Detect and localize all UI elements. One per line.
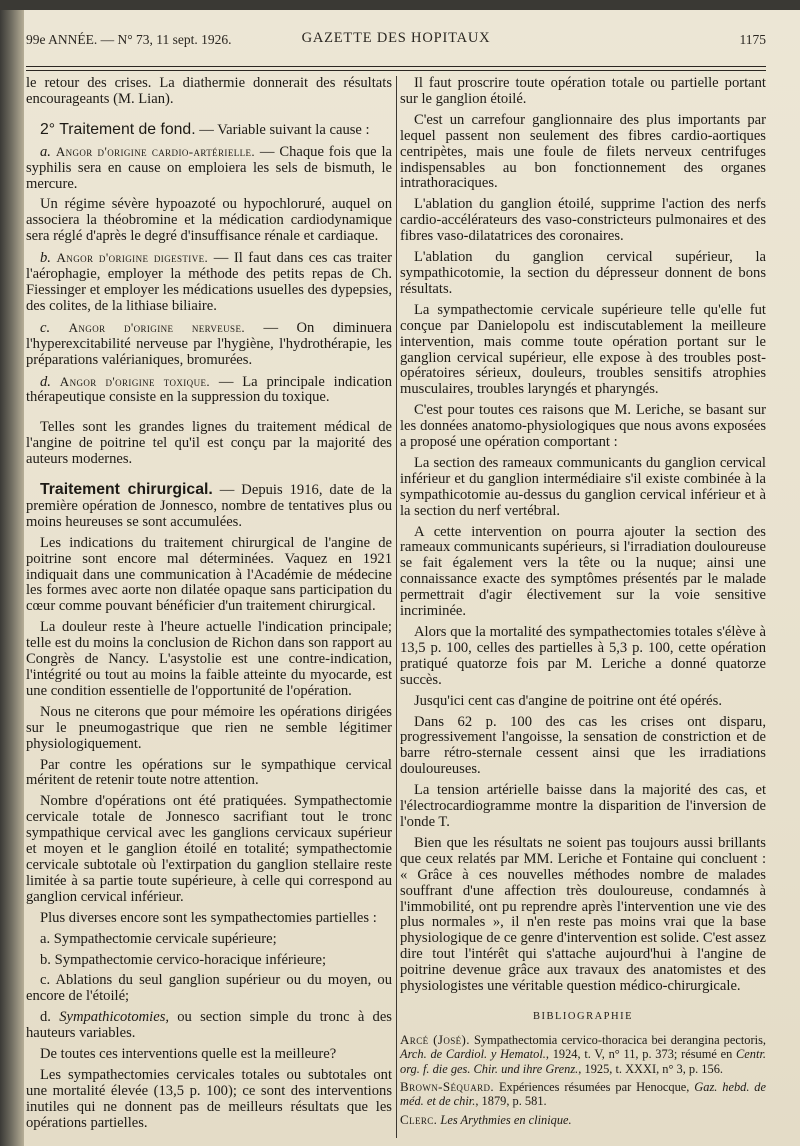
paragraph: Un régime sévère hypoazoté ou hypochloruré, auquel on associera la théobromine et la médication cardiodynamique sera réglé d'après le degré d'insuffisance rénale et cardiaque. (26, 196, 392, 245)
header-issue: 99e ANNÉE. — N° 73, 11 sept. 1926. (26, 32, 232, 47)
paragraph: De toutes ces interventions quelle est la meilleure? (40, 1046, 337, 1063)
paragraph: C'est un carrefour ganglionnaire des plus importants par lequel passent non seulement des fibres cardio-aortiques centripètes, mais une foule de filets nerveux centrifuges indispensables au bon fonctionnement des organes intrathoraciques. (400, 111, 766, 192)
paragraph: Les indications du traitement chirurgical de l'angine de poitrine sont encore mal déterminées. Vaquez en 1921 indiquait dans une communication à l'Académie de médecine les formes avec aorte non dilatée opaque sans participation du cœur comme pouvant bénéficier d'un traitement chirurgical. (26, 534, 392, 615)
paragraph: Nous ne citerons que pour mémoire les opérations dirigées sur le pneumogastrique que rien ne semble légitimer physiologiquement. (26, 703, 392, 752)
list-item: c. Ablations du seul ganglion supérieur ou du moyen, ou encore de l'étoilé; (26, 972, 392, 1005)
list-item: a. Sympathectomie cervicale supérieure; (40, 930, 277, 947)
paragraph: 2° Traitement de fond. — Variable suivant la cause : (40, 120, 370, 138)
book-spine (0, 0, 24, 1146)
bibliography-entry: Arcé (José). Sympathectomia cervico-thoracica bei derangina pectoris, Arch. de Cardiol. y Hematol., 1924, t. V, n° 11, p. 373; résumé en Centr. org. f. die ges. Chir. und ihre Grenz., 1925, t. XXXI, n° 3, p. 156. (400, 1031, 766, 1076)
paragraph: d. Angor d'origine toxique. — La principale indication thérapeutique consiste en la suppression du toxique. (26, 373, 392, 406)
paragraph: Traitement chirurgical. — Depuis 1916, date de la première opération de Jonnesco, nombre de tentatives plus ou moins heureuses se sont accumulées. (26, 481, 392, 530)
journal-title: GAZETTE DES HOPITAUX (301, 30, 491, 46)
paragraph: L'ablation du ganglion cervical supérieur, la sympathicotomie, la section du dépresseur donnent de bons résultats. (400, 249, 766, 297)
paragraph: a. Angor d'origine cardio-artérielle. — Chaque fois que la syphilis sera en cause on emploiera les sels de bismuth, le mercure. (26, 143, 392, 192)
paragraph: L'ablation du ganglion étoilé, supprime l'action des nerfs cardio-accélérateurs des vaso-constricteurs pulmonaires et des fibres vaso-dilatatrices des coronaires. (400, 196, 766, 245)
paragraph: Bien que les résultats ne soient pas toujours aussi brillants que ceux relatés par MM. Leriche et Fontaine qui concluent : « Grâce à ces nouvelles méthodes nombre de malades souffrant d'une affection très douloureuse, condamnés à l'immobilité, ont pu reprendre après l'intervention une vie des plus normales », il n'en reste pas moins vrai que la base physiologique de ce genre d'intervention est solide. C'est assez dire tout l'intérêt qui s'attache aujourd'hui à l'angine de poitrine devenue grâce aux travaux des anatomistes et des physiologistes une véritable question médico-chirurgicale. (400, 834, 766, 995)
bibliography-entry: Clerc. Les Arythmies en clinique. (400, 1111, 572, 1127)
paragraph: c. Angor d'origine nerveuse. — On diminuera l'hyperexcitabilité nerveuse par l'hygiène, l'hydrothérapie, les préparations valérianiques, bromurées. (26, 319, 392, 368)
paragraph: Dans 62 p. 100 des cas les crises ont disparu, progressivement l'angoisse, la sensation de constriction et de barre rétro-sternale cessent ainsi que les irradiations douloureuses. (400, 713, 766, 778)
column-divider (396, 76, 397, 1138)
paragraph: Jusqu'ici cent cas d'angine de poitrine ont été opérés. (414, 692, 722, 709)
paragraph: A cette intervention on pourra ajouter la section des rameaux communicants supérieurs, si l'irradiation douloureuse se fait également vers la tête ou la nuque; ainsi une connaissance exacte des symptômes présentés par le malade permettrait d'agir électivement sur la voie sensitive incriminée. (400, 523, 766, 620)
paragraph: b. Angor d'origine digestive. — Il faut dans ces cas traiter l'aérophagie, employer la méthode des petits repas de Ch. Fiessinger et employer les médications usuelles des dypepsies, des colites, de la lithiase biliaire. (26, 250, 392, 314)
page-number: 1175 (739, 32, 766, 47)
paragraph: C'est pour toutes ces raisons que M. Leriche, se basant sur les données anatomo-physiologiques que nous avons exposées a proposé une opération comportant : (400, 402, 766, 451)
paragraph: Alors que la mortalité des sympathectomies totales s'élève à 13,5 p. 100, celles des partielles à 5,3 p. 100, cette opération pratiqué quatorze fois par M. Leriche a donné quatorze succès. (400, 624, 766, 688)
section-heading: 2° Traitement de fond. (40, 120, 196, 138)
header-rule (26, 66, 766, 67)
list-item: b. Sympathectomie cervico-horacique inférieure; (40, 951, 327, 968)
right-column (400, 76, 766, 1136)
running-header (26, 28, 766, 52)
left-column (26, 76, 392, 1136)
paragraph: La tension artérielle baisse dans la majorité des cas, et l'électrocardiogramme montre la disparition de l'inversion de l'onde T. (400, 782, 766, 830)
paragraph: Telles sont les grandes lignes du traitement médical de l'angine de poitrine tel qu'il est conçu par la majorité des auteurs modernes. (26, 419, 392, 468)
paragraph: Les sympathectomies cervicales totales ou subtotales ont une mortalité élevée (13,5 p. 100); ce sont des interventions inutiles qui ne donnent pas de meilleurs résultats que les opérations partielles. (26, 1066, 392, 1131)
bibliography-heading: BIBLIOGRAPHIE (533, 1010, 633, 1022)
header-rule (26, 70, 766, 71)
paragraph: Plus diverses encore sont les sympathectomies partielles : (40, 909, 377, 926)
paragraph: La douleur reste à l'heure actuelle l'indication principale; telle est du moins la conclusion de Richon dans son rapport au Congrès de Nancy. L'asystolie est une contre-indication, l'intégrité ou tout au moins la faible atteinte du myocarde, est une condition essentielle de l'opportunité de l'opération. (26, 619, 392, 699)
paragraph: Il faut proscrire toute opération totale ou partielle portant sur le ganglion étoilé. (400, 75, 766, 107)
list-item: d. Sympathicotomies, ou section simple du tronc à des hauteurs variables. (26, 1009, 392, 1042)
paragraph: Par contre les opérations sur le sympathique cervical méritent de retenir toute notre attention. (26, 756, 392, 789)
paragraph: La sympathectomie cervicale supérieure telle qu'elle fut conçue par Danielopolu est indiscutablement la meilleure intervention, mais comme toute opération portant sur le ganglion cervical supérieur, elle expose à des troubles post-opératoires sérieux, douleurs, troubles sensitifs atrophies musculaires, troubles laryngés et pharyngés. (400, 301, 766, 398)
section-heading: Traitement chirurgical. (40, 481, 213, 499)
paragraph: La section des rameaux communicants du ganglion cervical inférieur et du ganglion intermédiaire s'il existe combinée à la sympathicotomie au-dessus du ganglion cervical inférieur et à la section du nerf vertébral. (400, 454, 766, 519)
paragraph: Nombre d'opérations ont été pratiquées. Sympathectomie cervicale totale de Jonnesco sacrifiant tout le tronc sympathique cervical avec les ganglions cervicaux supérieur et moyen et le ganglion étoilé en totalité; sympathectomie cervicale subtotale où l'extirpation du ganglion stellaire reste limitée à sa partie toute supérieure, à celle qui correspond au ganglion cervical inférieur. (26, 793, 392, 905)
top-edge (0, 0, 800, 10)
paragraph: le retour des crises. La diathermie donnerait des résultats encourageants (M. Lian). (26, 75, 392, 107)
bibliography-entry: Brown-Séquard. Expériences résumées par Henocque, Gaz. hebd. de méd. et de chir., 1879, p. 581. (400, 1079, 767, 1109)
